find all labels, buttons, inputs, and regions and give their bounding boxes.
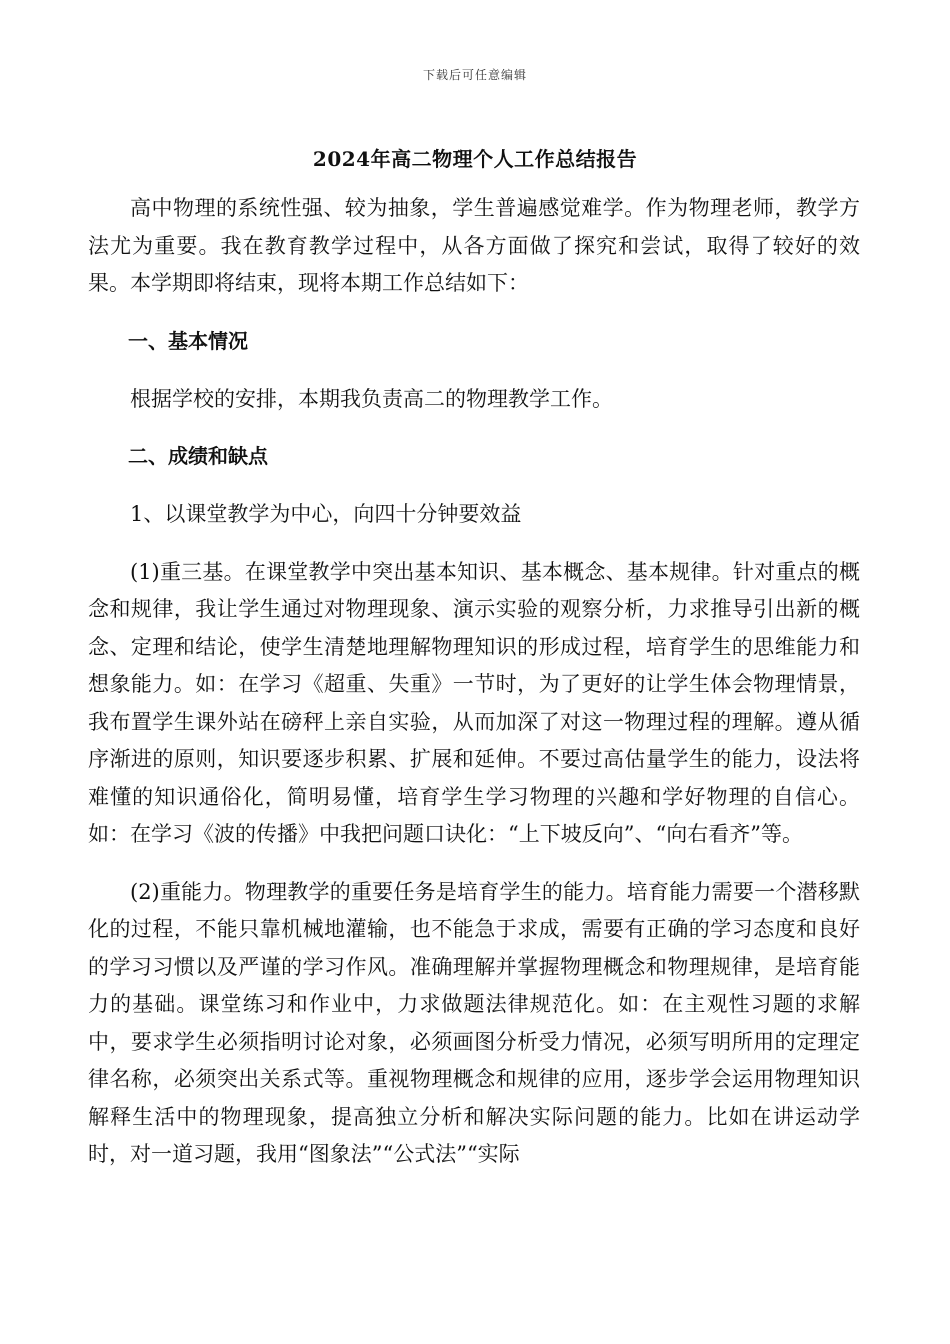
header-note: 下载后可任意编辑 [422,68,527,82]
section-results-paragraph-2: (2)重能力。物理教学的重要任务是培育学生的能力。培育能力需要一个潜移默化的过程，不能只靠机械地灌输，也不能急于求成，需要有正确的学习态度和良好的学习习惯以及严谨的学习作风。准确理解并掌握物理概念和物理规律，是培育能力的基础。课堂练习和作业中，力求做题法律规范化。如：在主观性习题的求解中，要求学生必须指明讨论对象，必须画图分析受力情况，必须写明所用的定理定律名称，必须突出关系式等。重视物理概念和规律的应用，逐步学会运用物理知识解释生活中的物理现象，提高独立分析和解决实际问题的能力。比如在讲运动学时，对一道习题，我用“图象法”“公式法”“实际 [88,879,860,1166]
document-title: 2024年高二物理个人工作总结报告 [312,147,638,171]
section-results-paragraph-1: (1)重三基。在课堂教学中突出基本知识、基本概念、基本规律。针对重点的概念和规律，我让学生通过对物理现象、演示实验的观察分析，力求推导引出新的概念、定理和结论，使学生清楚地理解物理知识的形成过程，培育学生的思维能力和想象能力。如：在学习《超重、失重》一节时，为了更好的让学生体会物理情景，我布置学生课外站在磅秤上亲自实验，从而加深了对这一物理过程的理解。遵从循序渐进的原则，知识要逐步积累、扩展和延伸。不要过高估量学生的能力，设法将难懂的知识通俗化，简明易懂，培育学生学习物理的兴趣和学好物理的自信心。如：在学习《波的传播》中我把问题口诀化：“上下坡反向”、“向右看齐”等。 [88,559,860,846]
section-basic-body: 根据学校的安排，本期我负责高二的物理教学工作。 [130,386,613,411]
section-heading-basic: 一、基本情况 [128,328,248,353]
document-body [88,190,860,1174]
section-heading-results: 二、成绩和缺点 [128,444,268,468]
intro-paragraph: 高中物理的系统性强、较为抽象，学生普遍感觉难学。作为物理老师，教学方法尤为重要。我在教育教学过程中，从各方面做了探究和尝试，取得了较好的效果。本学期即将结束，现将本期工作总结如下： [88,196,860,295]
section-results-item-1: 1、以课堂教学为中心，向四十分钟要效益 [130,502,522,526]
